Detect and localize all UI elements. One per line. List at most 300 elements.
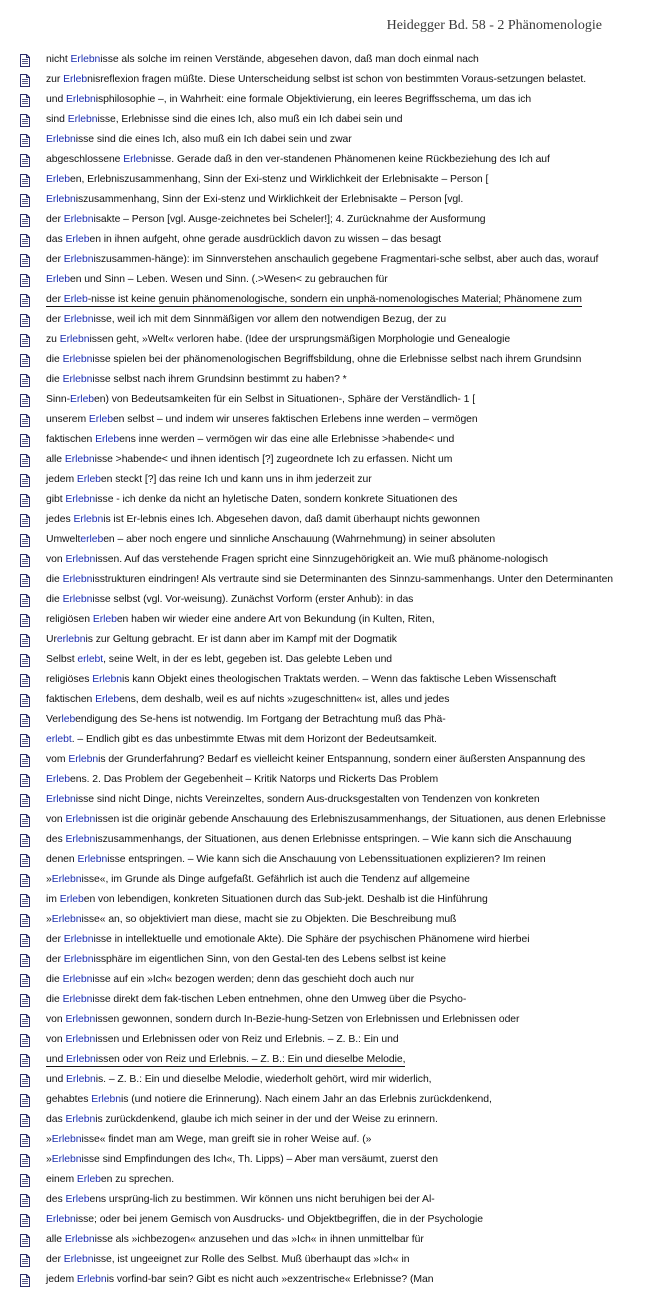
result-snippet	[46, 513, 480, 527]
result-snippet	[46, 273, 388, 287]
result-snippet	[46, 833, 571, 847]
search-result-row[interactable]	[20, 390, 660, 410]
search-result-row[interactable]	[20, 110, 660, 130]
document-page-icon[interactable]	[20, 174, 30, 187]
search-term-highlight: Erleb	[76, 474, 101, 485]
search-result-row[interactable]	[20, 490, 660, 510]
document-page-icon[interactable]	[20, 834, 30, 847]
search-term-highlight: Erlebn	[59, 334, 90, 345]
search-term-highlight: Erlebn	[91, 1094, 121, 1105]
snippet-suffix: issphäre im eigentlichen Sinn, von den Gestal-ten des Lebens selbst ist keine	[93, 954, 446, 965]
document-page-icon[interactable]	[20, 74, 30, 87]
result-snippet	[46, 1073, 432, 1087]
snippet-prefix: Sinn-	[46, 394, 71, 405]
search-term-highlight: Erleb	[65, 1194, 90, 1205]
snippet-prefix: Umwelt	[46, 534, 81, 545]
search-result-row[interactable]	[20, 1210, 660, 1230]
snippet-suffix: isphilosophie –, in Wahrheit: eine formale Objektivierung, ein leeres Begriffsschema, um das ich	[95, 94, 532, 105]
result-snippet	[46, 193, 463, 207]
search-result-row[interactable]	[20, 1250, 660, 1270]
snippet-prefix: »	[46, 1134, 52, 1145]
result-snippet	[46, 733, 437, 747]
search-result-row[interactable]	[20, 670, 660, 690]
snippet-prefix: der	[46, 214, 64, 225]
result-snippet	[46, 753, 585, 767]
search-term-highlight: Erleb	[95, 694, 120, 705]
search-result-row[interactable]	[20, 970, 660, 990]
result-snippet	[46, 113, 402, 127]
search-result-row[interactable]	[20, 530, 660, 550]
snippet-prefix: faktischen	[46, 694, 96, 705]
result-snippet	[46, 813, 606, 827]
document-page-icon[interactable]	[20, 954, 30, 967]
search-term-highlight: Erlebn	[51, 1154, 82, 1165]
document-page-icon[interactable]	[20, 714, 30, 727]
snippet-suffix: ens inne werden – vermögen wir das eine alle Erlebnisse >habende< und	[119, 434, 455, 445]
snippet-suffix: issen und Erlebnissen oder von Reiz und Erlebnis. – Z. B.: Ein und	[95, 1034, 399, 1045]
result-snippet	[46, 873, 470, 887]
document-page-icon[interactable]	[20, 354, 30, 367]
search-term-highlight: Erlebn	[46, 794, 76, 805]
search-result-row[interactable]	[20, 1150, 660, 1170]
document-page-icon[interactable]	[20, 374, 30, 387]
result-snippet	[46, 353, 581, 367]
snippet-suffix: isse entspringen. – Wie kann sich die Anschauung von Lebenssituationen explizieren? Im reinen	[107, 854, 546, 865]
document-page-icon[interactable]	[20, 534, 30, 547]
snippet-prefix: der	[46, 1254, 64, 1265]
snippet-prefix: der	[46, 934, 64, 945]
search-result-row[interactable]	[20, 1050, 660, 1070]
document-page-icon[interactable]	[20, 1014, 30, 1027]
search-result-row[interactable]	[20, 650, 660, 670]
snippet-prefix: von	[46, 1034, 66, 1045]
search-term-highlight: Erlebn	[77, 854, 108, 865]
document-page-icon[interactable]	[20, 474, 30, 487]
search-result-row[interactable]	[20, 730, 660, 750]
snippet-prefix: Ver	[46, 714, 62, 725]
document-page-icon[interactable]	[20, 194, 30, 207]
search-term-highlight: Erlebn	[65, 1034, 96, 1045]
search-result-row[interactable]	[20, 790, 660, 810]
snippet-suffix: en in ihnen aufgeht, ohne gerade ausdrücklich davon zu wissen – das besagt	[89, 234, 442, 245]
search-result-row[interactable]	[20, 870, 660, 890]
snippet-prefix: von	[46, 554, 66, 565]
result-snippet	[46, 373, 347, 387]
search-term-highlight: Erleb	[46, 274, 71, 285]
document-page-icon[interactable]	[20, 254, 30, 267]
search-term-highlight: Erlebn	[64, 454, 95, 465]
result-snippet	[46, 293, 582, 307]
search-result-row[interactable]	[20, 70, 660, 90]
snippet-suffix: en) von Bedeutsamkeiten für ein Selbst in Situationen-, Sphäre der Verständlich- 1 [	[94, 394, 476, 405]
snippet-suffix: isse, Erlebnisse sind die eines Ich, also muß ein Ich dabei sein und	[97, 114, 403, 125]
search-term-highlight: Erleb	[88, 414, 113, 425]
search-result-row[interactable]	[20, 750, 660, 770]
snippet-suffix: isse, weil ich mit dem Sinnmäßigen vor allem den notwendigen Bezug, der zu	[93, 314, 447, 325]
snippet-suffix: endigung des Se-hens ist notwendig. Im Fortgang der Betrachtung muß das Phä-	[75, 714, 446, 725]
result-snippet	[46, 433, 454, 447]
search-result-row[interactable]	[20, 1090, 660, 1110]
search-result-row[interactable]	[20, 330, 660, 350]
result-snippet	[46, 933, 529, 947]
snippet-prefix: Ur	[46, 634, 57, 645]
search-term-highlight: Erlebn	[73, 514, 104, 525]
search-result-row[interactable]	[20, 450, 660, 470]
result-snippet	[46, 213, 486, 227]
search-term-highlight: leb	[61, 714, 76, 725]
search-term-highlight: Erlebn	[62, 994, 93, 1005]
document-page-icon[interactable]	[20, 1134, 30, 1147]
document-page-icon[interactable]	[20, 1254, 30, 1267]
result-snippet	[46, 653, 392, 667]
search-result-row[interactable]	[20, 910, 660, 930]
document-page-icon[interactable]	[20, 1114, 30, 1127]
result-snippet	[46, 133, 352, 147]
search-term-highlight: Erlebn	[92, 674, 122, 685]
document-page-icon[interactable]	[20, 1234, 30, 1247]
snippet-suffix: isse >habende< und ihnen identisch [?] zugeordnete Ich zu erfassen. Nicht um	[94, 454, 453, 465]
snippet-suffix: isse« findet man am Wege, man greift sie in roher Weise auf. (»	[81, 1134, 372, 1145]
search-result-row[interactable]	[20, 470, 660, 490]
search-result-row[interactable]	[20, 710, 660, 730]
search-term-highlight: Erlebn	[65, 494, 96, 505]
snippet-suffix: isse. Gerade daß in den ver-standenen Phänomenen keine Rückbeziehung des Ich auf	[153, 154, 550, 165]
snippet-suffix: isse«, im Grunde als Dinge aufgefaßt. Gefährlich ist auch die Tendenz auf allgemeine	[81, 874, 470, 885]
document-page-icon[interactable]	[20, 274, 30, 287]
document-page-icon[interactable]	[20, 654, 30, 667]
result-snippet	[46, 953, 446, 967]
document-page-icon[interactable]	[20, 454, 30, 467]
document-page-icon[interactable]	[20, 494, 30, 507]
document-page-icon[interactable]	[20, 974, 30, 987]
document-page-icon[interactable]	[20, 1214, 30, 1227]
snippet-prefix: alle	[46, 454, 65, 465]
snippet-suffix: isse direkt dem fak-tischen Leben entnehmen, ohne den Umweg über die Psycho-	[92, 994, 467, 1005]
result-snippet	[46, 473, 372, 487]
search-result-row[interactable]	[20, 550, 660, 570]
document-page-icon[interactable]	[20, 134, 30, 147]
snippet-suffix: ens, dem deshalb, weil es auf nichts »zugeschnitten« ist, alles und jedes	[119, 694, 450, 705]
document-page-icon[interactable]	[20, 414, 30, 427]
snippet-suffix: isse selbst nach ihrem Grundsinn bestimmt zu haben? *	[92, 374, 347, 385]
document-page-icon[interactable]	[20, 894, 30, 907]
search-result-row[interactable]	[20, 930, 660, 950]
snippet-suffix: ens. 2. Das Problem der Gegebenheit – Kritik Natorps und Rickerts Das Problem	[70, 774, 439, 785]
search-term-highlight: Erlebn	[67, 114, 98, 125]
search-term-highlight: Erleb	[59, 894, 84, 905]
document-page-icon[interactable]	[20, 674, 30, 687]
result-snippet	[46, 313, 446, 327]
document-page-icon[interactable]	[20, 814, 30, 827]
document-page-icon[interactable]	[20, 334, 30, 347]
snippet-suffix: isse als »ichbezogen« anzusehen und das »Ich« in ihnen unmittelbar für	[94, 1234, 424, 1245]
snippet-prefix: religiösen	[46, 614, 93, 625]
snippet-suffix: isse sind nicht Dinge, nichts Vereinzeltes, sondern Aus-drucksgestalten von Tendenzen von konkreten	[75, 794, 540, 805]
result-snippet	[46, 1113, 438, 1127]
search-result-row[interactable]	[20, 770, 660, 790]
result-snippet	[46, 693, 449, 707]
snippet-prefix: der	[46, 314, 64, 325]
search-result-row[interactable]	[20, 50, 660, 70]
search-term-highlight: Erlebn	[63, 934, 94, 945]
search-result-row[interactable]	[20, 990, 660, 1010]
snippet-suffix: isstrukturen eindringen! Als vertraute sind sie Determinanten des Sinnzu-sammenhangs. Unter den Determinanten	[92, 574, 614, 585]
document-page-icon[interactable]	[20, 234, 30, 247]
search-result-row[interactable]	[20, 1010, 660, 1030]
search-term-highlight: Erlebn	[123, 154, 153, 165]
snippet-suffix: isse« an, so objektiviert man diese, macht sie zu Objekten. Die Beschreibung muß	[81, 914, 457, 925]
document-page-icon[interactable]	[20, 1154, 30, 1167]
result-snippet	[46, 173, 488, 187]
search-result-row[interactable]	[20, 950, 660, 970]
snippet-prefix: und	[46, 1054, 67, 1065]
document-page-icon[interactable]	[20, 294, 30, 307]
result-snippet	[46, 713, 446, 727]
document-page-icon[interactable]	[20, 434, 30, 447]
snippet-prefix: die	[46, 974, 63, 985]
document-page-icon[interactable]	[20, 1034, 30, 1047]
snippet-prefix: und	[46, 94, 67, 105]
search-term-highlight: Erlebn	[65, 1114, 96, 1125]
search-term-highlight: Erlebn	[65, 814, 96, 825]
search-result-row[interactable]	[20, 190, 660, 210]
snippet-suffix: iszusammenhang, Sinn der Exi-stenz und Wirklichkeit der Erlebnisakte – Person [vgl.	[75, 194, 464, 205]
search-result-row[interactable]	[20, 1070, 660, 1090]
document-page-icon[interactable]	[20, 614, 30, 627]
document-page-icon[interactable]	[20, 694, 30, 707]
snippet-suffix: nisreflexion fragen müßte. Diese Unterscheidung selbst ist schon von bestimmten Voraus-setzungen belastet.	[87, 74, 587, 85]
snippet-suffix: isse sind Empfindungen des Ich«, Th. Lipps) – Aber man versäumt, zuerst den	[81, 1154, 438, 1165]
result-snippet	[46, 1013, 519, 1027]
snippet-suffix: issen ist die originär gebende Anschauung des Erlebniszusammenhangs, der Situationen, aus denen Erlebnisse	[95, 814, 606, 825]
snippet-prefix: sind	[46, 114, 68, 125]
result-snippet	[46, 233, 441, 247]
search-term-highlight: Erlebn	[51, 874, 82, 885]
snippet-suffix: en zu sprechen.	[100, 1174, 175, 1185]
search-term-highlight: Erlebn	[46, 1214, 76, 1225]
search-result-row[interactable]	[20, 270, 660, 290]
result-snippet	[46, 253, 598, 267]
snippet-suffix: iszusammen-hänge): im Sinnverstehen anschaulich gegebene Fragmentari-sche selbst, aber auch das, worauf	[93, 254, 599, 265]
search-term-highlight: Erleb	[92, 614, 117, 625]
document-page-icon[interactable]	[20, 1074, 30, 1087]
snippet-suffix: isse spielen bei der phänomenologischen Begriffsbildung, ohne die Erlebnisse selbst nach ihrem Grundsinn	[92, 354, 582, 365]
document-page-icon[interactable]	[20, 1274, 30, 1287]
search-result-row[interactable]	[20, 690, 660, 710]
snippet-suffix: is. – Z. B.: Ein und dieselbe Melodie, wiederholt gehört, wird mir widerlich,	[95, 1074, 432, 1085]
result-snippet	[46, 1153, 438, 1167]
document-page-icon[interactable]	[20, 214, 30, 227]
search-term-highlight: Erlebn	[46, 194, 76, 205]
snippet-suffix: issen gewonnen, sondern durch In-Bezie-hung-Setzen von Erlebnissen und Erlebnissen oder	[95, 1014, 520, 1025]
search-term-highlight: Erlebn	[66, 94, 96, 105]
document-page-icon[interactable]	[20, 114, 30, 127]
search-term-highlight: Erlebn	[63, 314, 94, 325]
result-snippet	[46, 553, 548, 567]
search-result-row[interactable]	[20, 430, 660, 450]
search-result-row[interactable]	[20, 570, 660, 590]
result-snippet	[46, 73, 586, 87]
snippet-suffix: en – aber noch engere und sinnliche Anschauung (Wahrnehmung) in seiner absoluten	[103, 534, 496, 545]
search-result-row[interactable]	[20, 630, 660, 650]
document-page-icon[interactable]	[20, 574, 30, 587]
result-snippet	[46, 1233, 424, 1247]
document-page-icon[interactable]	[20, 734, 30, 747]
search-results-list	[20, 50, 660, 1290]
snippet-prefix: gibt	[46, 494, 66, 505]
snippet-suffix: issen geht, »Welt« verloren habe. (Idee der ursprungsmäßigen Morphologie und Genealogie	[89, 334, 511, 345]
search-term-highlight: Erlebn	[63, 1254, 94, 1265]
snippet-prefix: Selbst	[46, 654, 78, 665]
search-term-highlight: Erlebn	[63, 214, 94, 225]
result-snippet	[46, 1033, 399, 1047]
search-result-row[interactable]	[20, 250, 660, 270]
search-result-row[interactable]	[20, 510, 660, 530]
search-result-row[interactable]	[20, 830, 660, 850]
search-term-highlight: Erlebn	[65, 554, 96, 565]
snippet-suffix: is kann Objekt eines theologischen Traktats werden. – Wenn das faktische Leben Wissenschaft	[121, 674, 557, 685]
search-result-row[interactable]	[20, 850, 660, 870]
search-result-row[interactable]	[20, 1110, 660, 1130]
search-result-row[interactable]	[20, 410, 660, 430]
document-page-icon[interactable]	[20, 1094, 30, 1107]
result-snippet	[46, 1213, 483, 1227]
snippet-suffix: , seine Welt, in der es lebt, gegeben ist. Das gelebte Leben und	[103, 654, 393, 665]
snippet-suffix: is zur Geltung gebracht. Er ist dann aber im Kampf mit der Dogmatik	[85, 634, 397, 645]
search-result-row[interactable]	[20, 1270, 660, 1290]
page-title: Heidegger Bd. 58 - 2 Phänomenologie	[386, 18, 602, 33]
search-term-highlight: Erleb	[95, 434, 120, 445]
search-term-highlight: Erleb	[70, 394, 95, 405]
snippet-prefix: im	[46, 894, 60, 905]
snippet-suffix: issen oder von Reiz und Erlebnis. – Z. B.: Ein und dieselbe Melodie,	[95, 1054, 406, 1065]
document-page-icon[interactable]	[20, 874, 30, 887]
search-result-row[interactable]	[20, 150, 660, 170]
search-term-highlight: erleb	[80, 534, 104, 545]
snippet-suffix: issen. Auf das verstehende Fragen spricht eine Sinnzugehörigkeit an. Wie muß phänome-nologisch	[95, 554, 548, 565]
document-page-icon[interactable]	[20, 514, 30, 527]
document-page-icon[interactable]	[20, 314, 30, 327]
search-term-highlight: Erlebn	[66, 1074, 96, 1085]
snippet-prefix: zu	[46, 334, 60, 345]
search-term-highlight: Erlebn	[51, 914, 82, 925]
search-result-row[interactable]	[20, 610, 660, 630]
document-page-icon[interactable]	[20, 934, 30, 947]
snippet-suffix: -nisse ist keine genuin phänomenologische, sondern ein unphä-nomenologisches Material; Phänomene zum	[87, 294, 582, 305]
document-page-icon[interactable]	[20, 1054, 30, 1067]
document-page-icon[interactable]	[20, 854, 30, 867]
result-snippet	[46, 853, 546, 867]
snippet-prefix: jedem	[46, 1274, 77, 1285]
document-page-icon[interactable]	[20, 794, 30, 807]
snippet-suffix: isse, ist ungeeignet zur Rolle des Selbst. Muß überhaupt das »Ich« in	[93, 1254, 410, 1265]
snippet-prefix: vom	[46, 754, 69, 765]
search-result-row[interactable]	[20, 1130, 660, 1150]
result-snippet	[46, 393, 475, 407]
search-result-row[interactable]	[20, 370, 660, 390]
document-page-icon[interactable]	[20, 1174, 30, 1187]
document-page-icon[interactable]	[20, 394, 30, 407]
result-snippet	[46, 1133, 371, 1147]
search-term-highlight: erlebn	[56, 634, 86, 645]
document-page-icon[interactable]	[20, 774, 30, 787]
snippet-suffix: en haben wir wieder eine andere Art von Bekundung (in Kulten, Riten,	[116, 614, 435, 625]
result-snippet	[46, 533, 495, 547]
document-page-icon[interactable]	[20, 634, 30, 647]
search-result-row[interactable]	[20, 590, 660, 610]
search-result-row[interactable]	[20, 1030, 660, 1050]
snippet-prefix: die	[46, 374, 63, 385]
document-page-icon[interactable]	[20, 154, 30, 167]
search-result-row[interactable]	[20, 810, 660, 830]
snippet-prefix: abgeschlossene	[46, 154, 124, 165]
search-term-highlight: Erleb	[76, 1174, 101, 1185]
result-snippet	[46, 633, 397, 647]
snippet-suffix: isse in intellektuelle und emotionale Akte). Die Sphäre der psychischen Phänomene wird hierbei	[93, 934, 530, 945]
search-term-highlight: Erlebn	[63, 254, 94, 265]
search-term-highlight: Erlebn	[62, 574, 93, 585]
snippet-suffix: isakte – Person [vgl. Ausge-zeichnetes bei Scheler!]; 4. Zurücknahme der Ausformung	[93, 214, 486, 225]
document-page-icon[interactable]	[20, 554, 30, 567]
result-snippet	[46, 53, 479, 67]
search-result-row[interactable]	[20, 310, 660, 330]
search-term-highlight: Erlebn	[68, 754, 99, 765]
result-snippet	[46, 973, 414, 987]
search-term-highlight: Erlebn	[51, 1134, 82, 1145]
snippet-prefix: gehabtes	[46, 1094, 92, 1105]
snippet-suffix: isse auf ein »Ich« bezogen werden; denn das geschieht doch auch nur	[92, 974, 415, 985]
snippet-suffix: isse sind die eines Ich, also muß ein Ich dabei sein und zwar	[75, 134, 352, 145]
document-page-icon[interactable]	[20, 54, 30, 67]
document-page-icon[interactable]	[20, 594, 30, 607]
snippet-prefix: »	[46, 1154, 52, 1165]
search-result-row[interactable]	[20, 890, 660, 910]
snippet-prefix: und	[46, 1074, 67, 1085]
search-term-highlight: Erlebn	[63, 954, 94, 965]
result-snippet	[46, 573, 613, 587]
snippet-prefix: des	[46, 834, 66, 845]
document-page-icon[interactable]	[20, 94, 30, 107]
search-result-row[interactable]	[20, 350, 660, 370]
snippet-suffix: en und Sinn – Leben. Wesen und Sinn. (.>Wesen< zu gebrauchen für	[70, 274, 388, 285]
search-result-row[interactable]	[20, 130, 660, 150]
result-snippet	[46, 453, 452, 467]
search-result-row[interactable]	[20, 1190, 660, 1210]
snippet-prefix: die	[46, 354, 63, 365]
result-snippet	[46, 893, 488, 907]
result-snippet	[46, 993, 466, 1007]
search-result-row[interactable]	[20, 90, 660, 110]
search-result-row[interactable]	[20, 1230, 660, 1250]
snippet-prefix: die	[46, 594, 63, 605]
document-page-icon[interactable]	[20, 914, 30, 927]
snippet-suffix: is (und notiere die Erinnerung). Nach einem Jahr an das Erlebnis zurückdenkend,	[120, 1094, 492, 1105]
document-page-icon[interactable]	[20, 754, 30, 767]
search-result-row[interactable]	[20, 230, 660, 250]
snippet-prefix: von	[46, 1014, 66, 1025]
search-result-row[interactable]	[20, 290, 660, 310]
snippet-suffix: ens ursprüng-lich zu bestimmen. Wir können uns nicht beruhigen bei der Al-	[89, 1194, 435, 1205]
search-result-row[interactable]	[20, 1170, 660, 1190]
snippet-prefix: faktischen	[46, 434, 96, 445]
result-snippet	[46, 333, 510, 347]
search-result-row[interactable]	[20, 170, 660, 190]
snippet-suffix: en von lebendigen, konkreten Situationen durch das Sub-jekt. Deshalb ist die Hinführung	[83, 894, 488, 905]
document-page-icon[interactable]	[20, 1194, 30, 1207]
search-result-row[interactable]	[20, 210, 660, 230]
search-term-highlight: Erlebn	[64, 1234, 95, 1245]
document-page-icon[interactable]	[20, 994, 30, 1007]
